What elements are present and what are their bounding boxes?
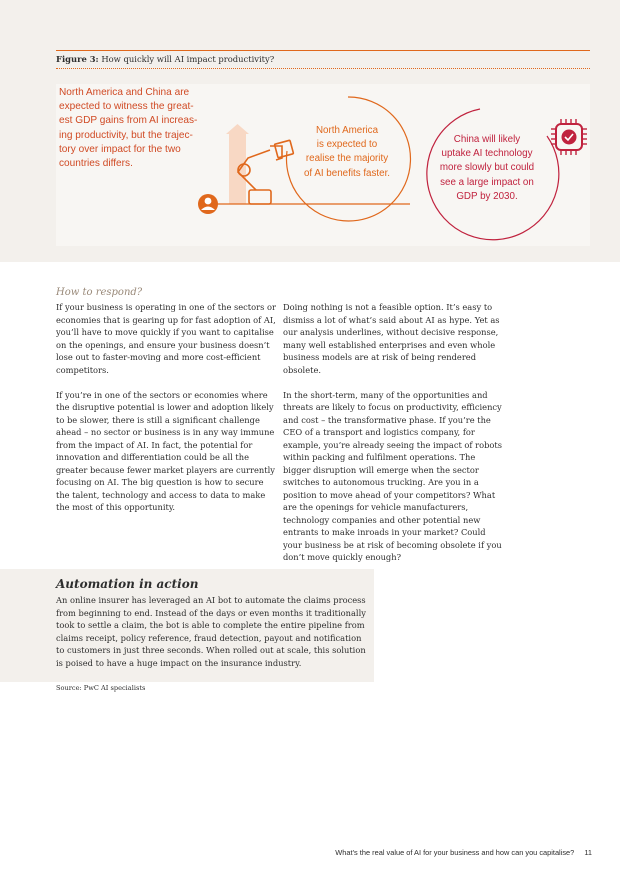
body-column-left xyxy=(56,301,278,526)
source-note: Source: PwC AI specialists xyxy=(56,684,146,692)
body-column-right xyxy=(283,301,505,576)
paragraph: In the short-term, many of the opportunities and threats are likely to focus on productivity, efficiency and cost – the transformative phase. If you’re the CEO of a transport and logistics company, for example, you’re already seeing the impact of robots within packing and fulfilment operations. The bigger disruption will emerge when the sector switches to autonomous trucking. Are you in a position to move ahead of your competitors? What are the openings for vehicle manufacturers, technology companies and other potential new entrants to make inroads in your market? Could your business be at risk of becoming obsolete if you don’t move quickly enough? xyxy=(283,389,502,562)
section-heading: How to respond? xyxy=(56,287,143,298)
robot-arm-icon xyxy=(238,140,294,204)
chip-check-icon xyxy=(551,119,587,155)
case-study-title: Automation in action xyxy=(56,577,199,591)
paragraph: If your business is operating in one of the sectors or economies that is gearing up for fast adoption of AI, you’ll have to move quickly if you want to capitalise on the openings, and ensure your business doesn’t lose out to faster-moving and more cost-efficient competitors. xyxy=(56,302,276,375)
worker-icon xyxy=(198,194,218,214)
china-text: China will likely uptake AI technology more slowly but could see a large impact on GDP by 2030. xyxy=(439,134,535,202)
paragraph: Doing nothing is not a feasible option. It’s easy to dismiss a lot of what’s said about AI as hype. Yet as our analysis underlines, without decisive response, many well established enterprises and even whole business models are at risk of being rendered obsolete. xyxy=(283,302,500,375)
paragraph: If you’re in one of the sectors or economies where the disruptive potential is lower and adoption likely to be slower, there is still a significant challenge ahead – no sector or business is in any way immune from the impact of AI. In fact, the potential for innovation and differentiation could be all the greater because fewer market players are currently focusing on AI. The big question is how to secure the talent, technology and access to data to make the most of this opportunity. xyxy=(56,389,275,512)
page-number: 11 xyxy=(584,848,592,857)
figure-caption: Figure 3: How quickly will AI impact productivity? xyxy=(56,54,275,64)
figure-intro-text: North America and China are expected to witness the great- est GDP gains from AI increas- ing productivity, but the trajec- tory over impact for the two countries differs. xyxy=(59,87,198,170)
north-america-text: North America is expected to realise the majority of AI benefits faster. xyxy=(303,125,391,179)
case-study-body: An online insurer has leveraged an AI bot to automate the claims process from beginning to end. Instead of the days or even months it traditionally took to settle a claim, the bot is able to complete the entire pipeline from claims receipt, policy reference, fraud detection, payout and notification to customers in just three seconds. When rolled out at scale, this solution is poised to have a huge impact on the insurance industry. xyxy=(56,595,366,668)
footer-title: What’s the real value of AI for your business and how can you capitalise? xyxy=(335,848,575,857)
page-footer xyxy=(335,848,592,857)
